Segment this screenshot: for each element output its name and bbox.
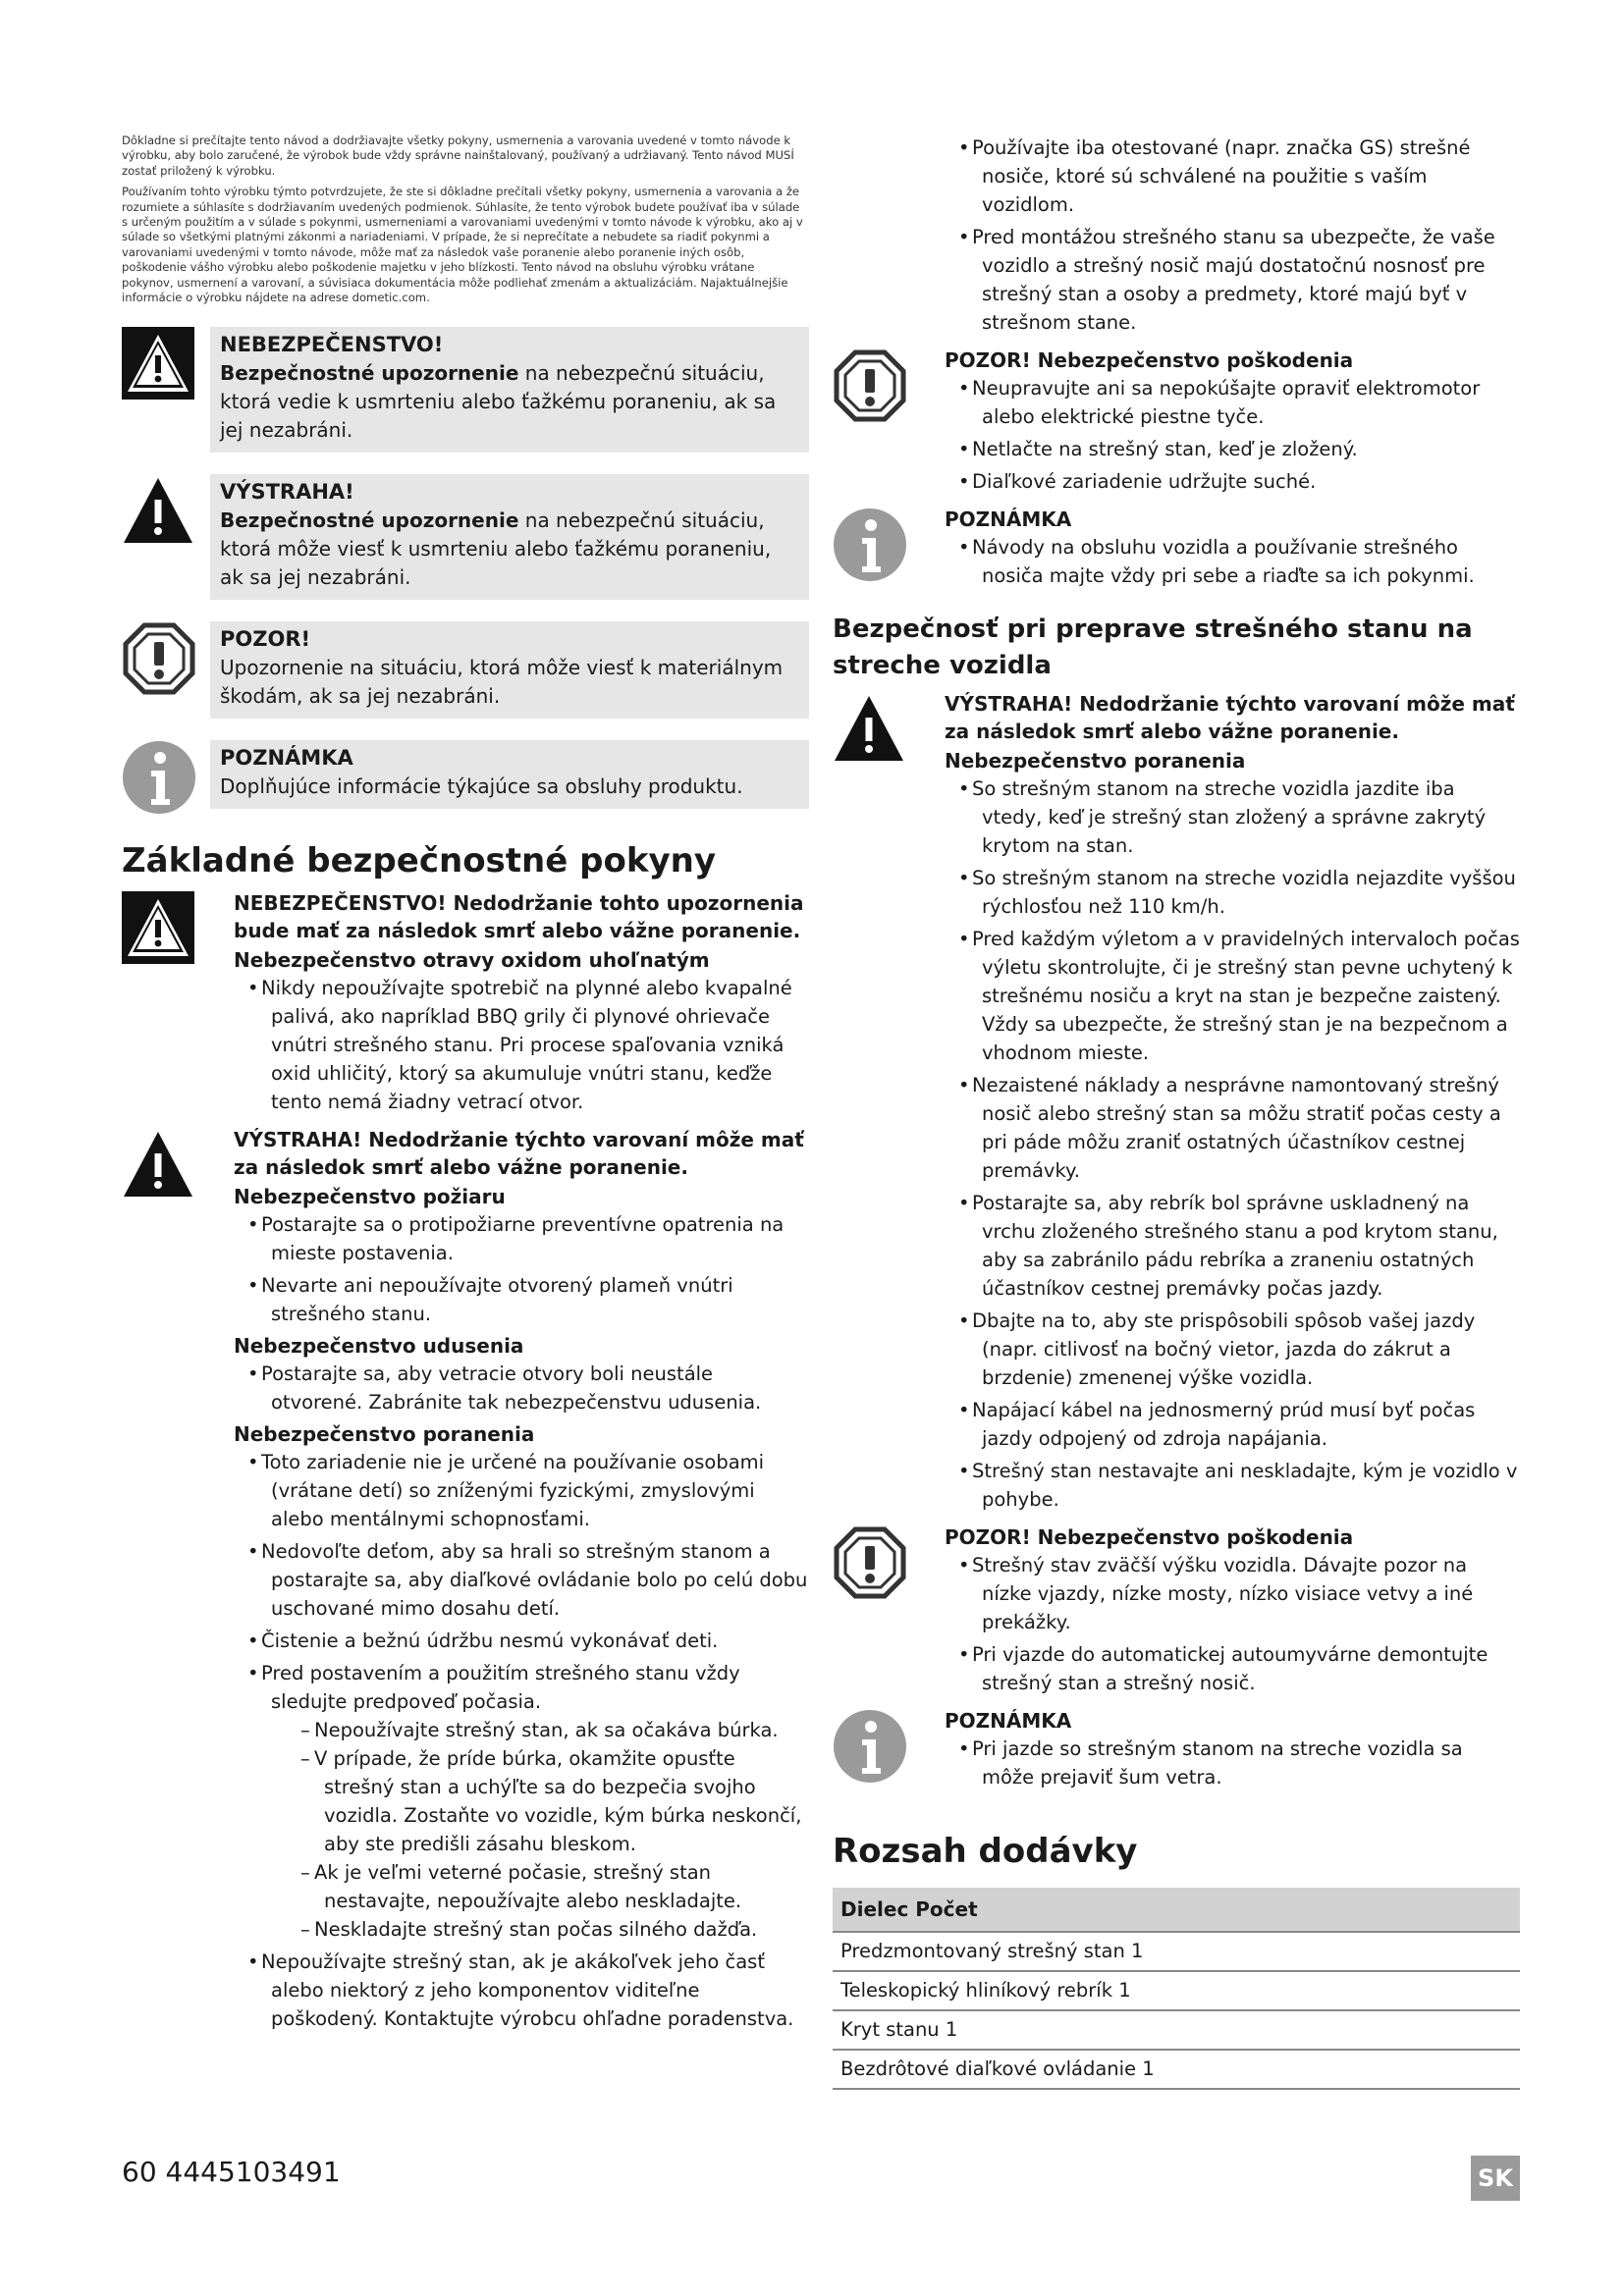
caution-octagon-icon [122, 621, 196, 696]
list-item: • Postarajte sa, aby vetracie otvory boli neustále otvorené. Zabránite tak nebezpečenstvu udusenia. [234, 1360, 809, 1416]
co-title: Nebezpečenstvo otravy oxidom uhoľnatým [234, 948, 710, 973]
table-cell: Predzmontovaný strešný stan 1 [833, 1932, 1520, 1971]
table-cell: Teleskopický hliníkový rebrík 1 [833, 1971, 1520, 2010]
caution-block-2 [833, 1523, 1520, 1701]
right-column [833, 133, 1520, 2090]
warning-triangle-icon [122, 1128, 194, 1201]
signal-bold: Bezpečnostné upozornenie [220, 361, 519, 386]
table-cell: Kryt stanu 1 [833, 2010, 1520, 2050]
transport-heading: Bezpečnosť pri preprave strešného stanu na streche vozidla [833, 614, 1473, 680]
caution-title: POZOR! Nebezpečenstvo poškodenia [945, 1525, 1354, 1549]
danger-warning-icon [122, 891, 194, 964]
signal-note [122, 740, 809, 819]
signal-text: na nebezpečnú situáciu, ktorá môže viesť k usmrteniu alebo ťažkému poraneniu, ak sa jej nezabráni. [220, 508, 772, 590]
warning-triangle-icon [833, 692, 905, 765]
note-block-2 [833, 1707, 1520, 1795]
table-header: Dielec Počet [833, 1888, 1520, 1932]
danger-title: NEBEZPEČENSTVO! Nedodržanie tohto upozornenia bude mať za následok smrť alebo vážne poranenie. [234, 891, 804, 943]
list-item-text: Pred postavením a použitím strešného stanu vždy sledujte predpoveď počasia. [261, 1662, 740, 1714]
list-item: • Napájací kábel na jednosmerný prúd musí byť počas jazdy odpojený od zdroja napájania. [945, 1396, 1520, 1453]
injury-title: Nebezpečenstvo poranenia [234, 1422, 535, 1447]
list-item: • Používajte iba otestované (napr. značka GS) strešné nosiče, ktoré sú schválené na použitie s vaším vozidlom. [945, 133, 1520, 219]
caution-octagon-icon [833, 348, 907, 423]
caution-block-1 [833, 347, 1520, 500]
list-item: • Pri vjazde do automatickej autoumyvárne demontujte strešný stan a strešný nosič. [945, 1640, 1520, 1697]
scope-heading: Rozsah dodávky [833, 1832, 1138, 1871]
basic-safety-heading: Základné bezpečnostné pokyny [122, 841, 716, 881]
list-item: • Strešný stan nestavajte ani neskladajte, kým je vozidlo v pohybe. [945, 1457, 1520, 1514]
list-item: • Strešný stav zväčší výšku vozidla. Dávajte pozor na nízke vjazdy, nízke mosty, nízko visiace vetvy a iné prekážky. [945, 1551, 1520, 1636]
list-item: • Pri jazde so strešným stanom na streche vozidla sa môže prejaviť šum vetra. [945, 1735, 1520, 1791]
caution-title: POZOR! Nebezpečenstvo poškodenia [945, 348, 1354, 372]
signal-warning [122, 474, 809, 600]
list-item: • Nikdy nepoužívajte spotrebič na plynné alebo kvapalné palivá, ako napríklad BBQ grily či plynové ohrievače vnútri strešného stanu. Pri procese spaľovania vzniká oxid uhličitý, ktorý sa akumuluje vnútri stanu, keďže tento nemá žiadny vetrací otvor. [234, 974, 809, 1116]
list-item: • So strešným stanom na streche vozidla jazdite iba vtedy, keď je strešný stan zložený a správne zakrytý krytom na stan. [945, 774, 1520, 860]
warning-triangle-icon [122, 474, 194, 547]
language-badge: SK [1471, 2156, 1520, 2201]
signal-text: Doplňujúce informácie týkajúce sa obsluhy produktu. [220, 774, 743, 799]
danger-warning-icon [122, 327, 194, 400]
signal-title: POZNÁMKA [220, 746, 353, 771]
sub-list-item: – V prípade, že príde búrka, okamžite opusťte strešný stan a uchýľte sa do bezpečia svojho vozidla. Zostaňte vo vozidle, kým búrka neskončí, aby ste predišli zásahu bleskom. [287, 1744, 809, 1858]
table-row [833, 1932, 1520, 1971]
intro-text [122, 133, 809, 305]
table-cell: Bezdrôtové diaľkové ovládanie 1 [833, 2050, 1520, 2089]
list-item: • Postarajte sa o protipožiarne preventívne opatrenia na mieste postavenia. [234, 1210, 809, 1267]
list-item: • Dbajte na to, aby ste prispôsobili spôsob vašej jazdy (napr. citlivosť na bočný vietor, jazda do zákrut a brzdenie) zmenenej výške vozidla. [945, 1307, 1520, 1392]
continued-block [833, 133, 1520, 341]
list-item: • Postarajte sa, aby rebrík bol správne uskladnený na vrchu zloženého strešného stanu a pod krytom stanu, aby sa zabránilo pádu rebríka a zraneniu ostatných účastníkov cestnej premávky počas jazdy. [945, 1189, 1520, 1303]
caution-octagon-icon [833, 1525, 907, 1600]
signal-danger [122, 327, 809, 453]
suffocation-title: Nebezpečenstvo udusenia [234, 1334, 524, 1359]
list-item: • So strešným stanom na streche vozidla nejazdite vyššou rýchlosťou než 110 km/h. [945, 864, 1520, 921]
list-item: • Nedovoľte deťom, aby sa hrali so strešným stanom a postarajte sa, aby diaľkové ovládanie bolo po celú dobu uschované mimo dosahu detí. [234, 1537, 809, 1623]
signal-text: Upozornenie na situáciu, ktorá môže viesť k materiálnym škodám, ak sa jej nezabráni. [220, 656, 784, 709]
info-icon [833, 1709, 907, 1784]
warning-title: VÝSTRAHA! Nedodržanie týchto varovaní môže mať za následok smrť alebo vážne poranenie. [945, 692, 1515, 743]
signal-text: na nebezpečnú situáciu, ktorá vedie k usmrteniu alebo ťažkému poraneniu, ak sa jej nezabráni. [220, 361, 777, 443]
transport-warning-block [833, 690, 1520, 1518]
signal-title: NEBEZPEČENSTVO! [220, 333, 444, 357]
intro-paragraph-1: Dôkladne si prečítajte tento návod a dodržiavajte všetky pokyny, usmernenia a varovania uvedené v tomto návode k výrobku, aby bolo zaručené, že výrobok bude vždy správne nainštalovaný, používaný a udržiavaný. Tento návod MUSÍ zostať priložený k výrobku. [122, 133, 794, 178]
info-icon [122, 740, 196, 815]
list-item: • Pred montážou strešného stanu sa ubezpečte, že vaše vozidlo a strešný nosič majú dostatočnú nosnosť pre strešný stan a osoby a predmety, ktoré majú byť v strešnom stane. [945, 223, 1520, 337]
list-item: • Nevarte ani nepoužívajte otvorený plameň vnútri strešného stanu. [234, 1271, 809, 1328]
list-item: • Čistenie a bežnú údržbu nesmú vykonávať deti. [234, 1627, 809, 1655]
left-column [122, 133, 809, 2037]
intro-paragraph-2: Používaním tohto výrobku týmto potvrdzujete, že ste si dôkladne prečítali všetky pokyny, usmernenia a varovania a že rozumiete a súhlasíte s dodržiavaním uvedených podmienok. Súhlasíte, že tento výrobok budete používať iba v súlade s určeným použitím a v súlade s pokynmi, usmerneniami a varovaniami uvedenými v tomto návode k výrobku, ako aj v súlade so všetkými platnými zákonmi a nariadeniami. V prípade, že si neprečítate a nebudete sa riadiť pokynmi a varovaniami uvedenými v tomto návode, môže mať za následok vaše poranenie alebo poranenie iných osôb, poškodenie vášho výrobku alebo poškodenie majetku v jeho blízkosti. Tento návod na obsluhu výrobku vrátane pokynov, usmernení a varovaní, a súvisiaca dokumentácia môže podliehať zmenám a aktualizáciám. Najaktuálnejšie informácie o výrobku nájdete na adrese dometic.com. [122, 185, 803, 305]
fire-title: Nebezpečenstvo požiaru [234, 1185, 506, 1209]
warning-title: VÝSTRAHA! Nedodržanie týchto varovaní môže mať za následok smrť alebo vážne poranenie. [234, 1128, 804, 1180]
table-row [833, 2050, 1520, 2089]
signal-title: POZOR! [220, 627, 311, 652]
list-item: • Nepoužívajte strešný stan, ak je akákoľvek jeho časť alebo niektorý z jeho komponentov viditeľne poškodený. Kontaktujte výrobcu ohľadne poradenstva. [234, 1948, 809, 2033]
list-item [234, 1659, 809, 1944]
signal-title: VÝSTRAHA! [220, 480, 354, 505]
info-icon [833, 507, 907, 582]
signal-bold: Bezpečnostné upozornenie [220, 508, 519, 533]
list-item: • Toto zariadenie nie je určené na používanie osobami (vrátane detí) so zníženými fyzickými, zmyslovými alebo mentálnymi schopnosťami. [234, 1448, 809, 1533]
sub-list-item: – Nepoužívajte strešný stan, ak sa očakáva búrka. [287, 1716, 809, 1744]
note-block-1 [833, 506, 1520, 594]
list-item: • Neupravujte ani sa nepokúšajte opraviť elektromotor alebo elektrické piestne tyče. [945, 374, 1520, 431]
table-row [833, 2010, 1520, 2050]
note-title: POZNÁMKA [945, 507, 1072, 531]
list-item: • Nezaistené náklady a nesprávne namontovaný strešný nosič alebo strešný stan sa môžu stratiť počas cesty a pri páde môžu zraniť ostatných účastníkov cestnej premávky. [945, 1071, 1520, 1185]
warning-block [122, 1126, 809, 2037]
sub-list-item: – Neskladajte strešný stan počas silného dažďa. [287, 1915, 809, 1944]
note-title: POZNÁMKA [945, 1709, 1072, 1733]
scope-table [833, 1888, 1520, 2090]
sub-list-item: – Ak je veľmi veterné počasie, strešný stan nestavajte, nepoužívajte alebo neskladajte. [287, 1858, 809, 1915]
list-item: • Netlačte na strešný stan, keď je zložený. [945, 435, 1520, 463]
list-item: • Návody na obsluhu vozidla a používanie strešného nosiča majte vždy pri sebe a riaďte sa ich pokynmi. [945, 533, 1520, 590]
danger-block [122, 889, 809, 1120]
list-item: • Pred každým výletom a v pravidelných intervaloch počas výletu skontrolujte, či je strešný stan pevne uchytený k strešnému nosiču a kryt na stan je bezpečne zaistený. Vždy sa ubezpečte, že strešný stan je na bezpečnom a vhodnom mieste. [945, 925, 1520, 1067]
table-row [833, 1971, 1520, 2010]
page-number: 60 4445103491 [122, 2156, 341, 2188]
list-item: • Diaľkové zariadenie udržujte suché. [945, 467, 1520, 496]
injury-title: Nebezpečenstvo poranenia [945, 749, 1246, 773]
signal-caution [122, 621, 809, 719]
